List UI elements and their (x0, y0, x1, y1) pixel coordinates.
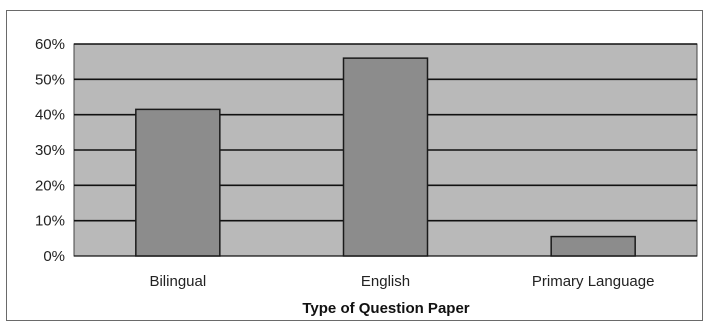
x-axis-category-labels (149, 273, 654, 290)
y-tick-label: 50% (34, 71, 65, 89)
x-category-label: English (360, 273, 411, 290)
y-tick-label: 20% (34, 177, 65, 195)
y-tick-label: 0% (43, 248, 65, 265)
bar-bilingual (136, 109, 220, 256)
y-axis-tick-labels (35, 36, 65, 265)
bar-english (344, 58, 428, 256)
y-tick-label: 30% (34, 142, 65, 159)
y-tick-label: 10% (34, 212, 65, 230)
x-category-label: Primary Language (531, 273, 655, 290)
bar-primary-language (551, 237, 635, 256)
y-tick-label: 40% (34, 106, 65, 124)
y-tick-label: 60% (34, 36, 65, 53)
x-axis-title: Type of Question Paper (302, 300, 470, 317)
x-category-label: Bilingual (149, 273, 207, 290)
